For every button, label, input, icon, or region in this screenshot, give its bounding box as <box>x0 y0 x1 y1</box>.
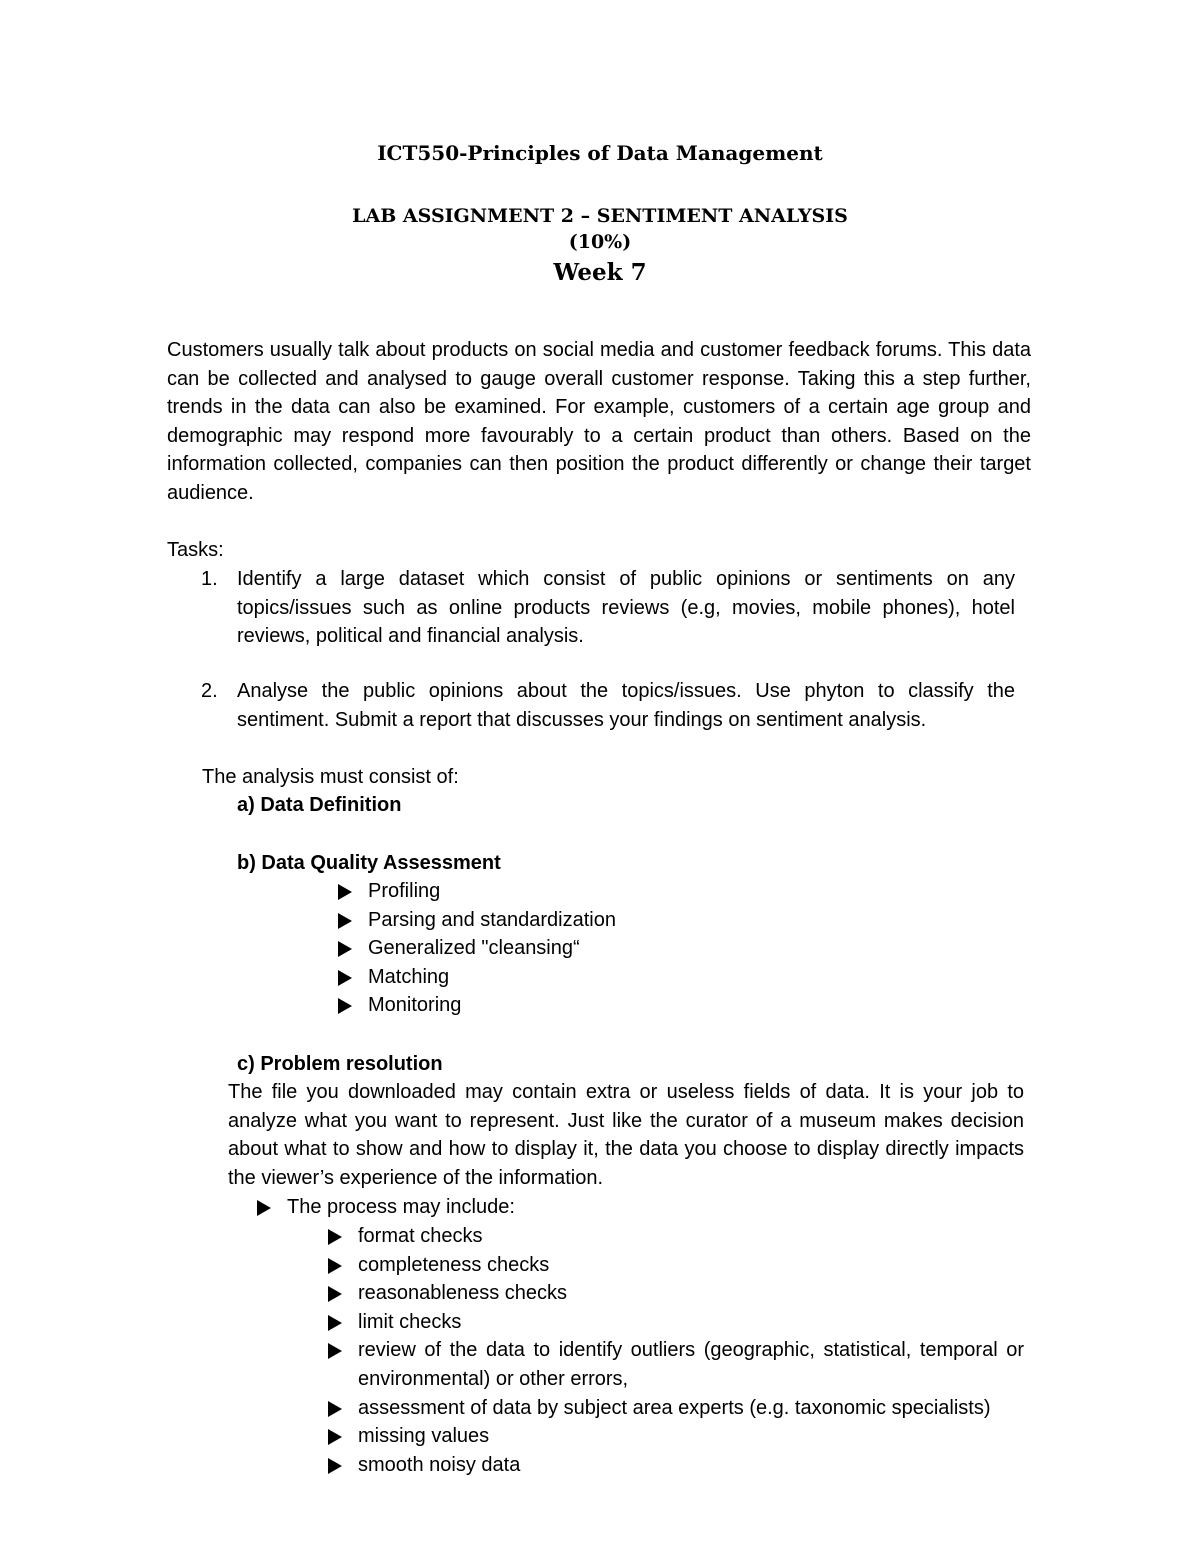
list-item <box>328 1279 1024 1308</box>
course-title: ICT550-Principles of Data Management <box>377 141 823 165</box>
list-item <box>328 1451 1024 1480</box>
arrow-bullet-icon <box>328 1458 342 1474</box>
task-2-text: Analyse the public opinions about the topics/issues. Use phyton to classify the sentiment. Submit a report that discusses your findings on sentiment analysis. <box>237 680 1015 731</box>
list-item <box>338 991 616 1020</box>
list-item-text: completeness checks <box>358 1253 550 1276</box>
list-item-text: reasonableness checks <box>358 1282 568 1305</box>
arrow-bullet-icon <box>338 884 352 900</box>
list-item-text: Profiling <box>368 880 441 902</box>
arrow-bullet-icon <box>328 1258 342 1274</box>
list-item <box>328 1251 1024 1280</box>
arrow-bullet-icon <box>328 1343 342 1359</box>
list-item <box>338 877 616 906</box>
list-item <box>328 1336 1024 1393</box>
arrow-bullet-icon <box>328 1429 342 1445</box>
list-item-text: limit checks <box>358 1310 462 1333</box>
process-items-list <box>328 1222 1024 1479</box>
arrow-bullet-icon <box>338 998 352 1014</box>
list-item-text: Monitoring <box>368 994 462 1017</box>
assignment-weight: (10%) <box>568 231 632 253</box>
list-item-text: Parsing and standardization <box>368 908 616 931</box>
section-c-body: The file you downloaded may contain extra or useless fields of data. It is your job to analyze what you want to represent. Just like the curator of a museum makes decision about what to show and how to display it, the data you choose to display directly impacts the viewer’s experience of the information. <box>228 1081 1024 1189</box>
arrow-bullet-icon <box>338 970 352 986</box>
arrow-bullet-icon <box>338 941 352 957</box>
assignment-title-line: LAB ASSIGNMENT 2 – SENTIMENT ANALYSIS <box>352 205 848 227</box>
list-item <box>338 906 616 935</box>
task-2-number: 2. <box>201 680 218 702</box>
list-item <box>257 1193 1027 1222</box>
analysis-intro: The analysis must consist of: <box>202 766 459 788</box>
list-item-text: assessment of data by subject area experts (e.g. taxonomic specialists) <box>358 1396 991 1419</box>
arrow-bullet-icon <box>338 913 352 929</box>
list-item <box>338 963 616 992</box>
list-item-text: The process may include: <box>287 1196 515 1218</box>
task-1-number: 1. <box>201 568 218 590</box>
assignment-title <box>0 203 1200 255</box>
list-item-text: review of the data to identify outliers (geographic, statistical, temporal or environmental) or other errors, <box>358 1339 1024 1390</box>
arrow-bullet-icon <box>328 1286 342 1302</box>
list-item <box>328 1308 1024 1337</box>
list-item <box>338 934 616 963</box>
intro-paragraph: Customers usually talk about products on social media and customer feedback forums. This data can be collected and analysed to gauge overall customer response. Taking this a step further, trends in the data can also be examined. For example, customers of a certain age group and demographic may respond more favourably to a certain product than others. Based on the information collected, companies can then position the product differently or change their target audience. <box>167 339 1031 504</box>
list-item-text: format checks <box>358 1225 483 1247</box>
task-1-text: Identify a large dataset which consist of public opinions or sentiments on any topics/issues such as online products reviews (e.g, movies, mobile phones), hotel reviews, political and financial analysis. <box>237 568 1015 648</box>
section-b-heading: b) Data Quality Assessment <box>237 852 501 874</box>
arrow-bullet-icon <box>328 1401 342 1417</box>
list-item-text: Generalized "cleansing“ <box>368 937 580 960</box>
list-item-text: missing values <box>358 1425 490 1448</box>
list-item-text: smooth noisy data <box>358 1453 521 1476</box>
arrow-bullet-icon <box>328 1229 342 1245</box>
quality-assessment-list <box>338 877 616 1020</box>
list-item <box>328 1422 1024 1451</box>
list-item-text: Matching <box>368 965 450 988</box>
process-list <box>257 1193 1027 1222</box>
arrow-bullet-icon <box>257 1200 271 1216</box>
section-a-heading: a) Data Definition <box>237 794 402 816</box>
arrow-bullet-icon <box>328 1315 342 1331</box>
section-c-heading: c) Problem resolution <box>237 1053 443 1075</box>
list-item <box>328 1394 1024 1423</box>
week-label: Week 7 <box>553 259 647 286</box>
list-item <box>328 1222 1024 1251</box>
tasks-label: Tasks: <box>167 539 224 561</box>
